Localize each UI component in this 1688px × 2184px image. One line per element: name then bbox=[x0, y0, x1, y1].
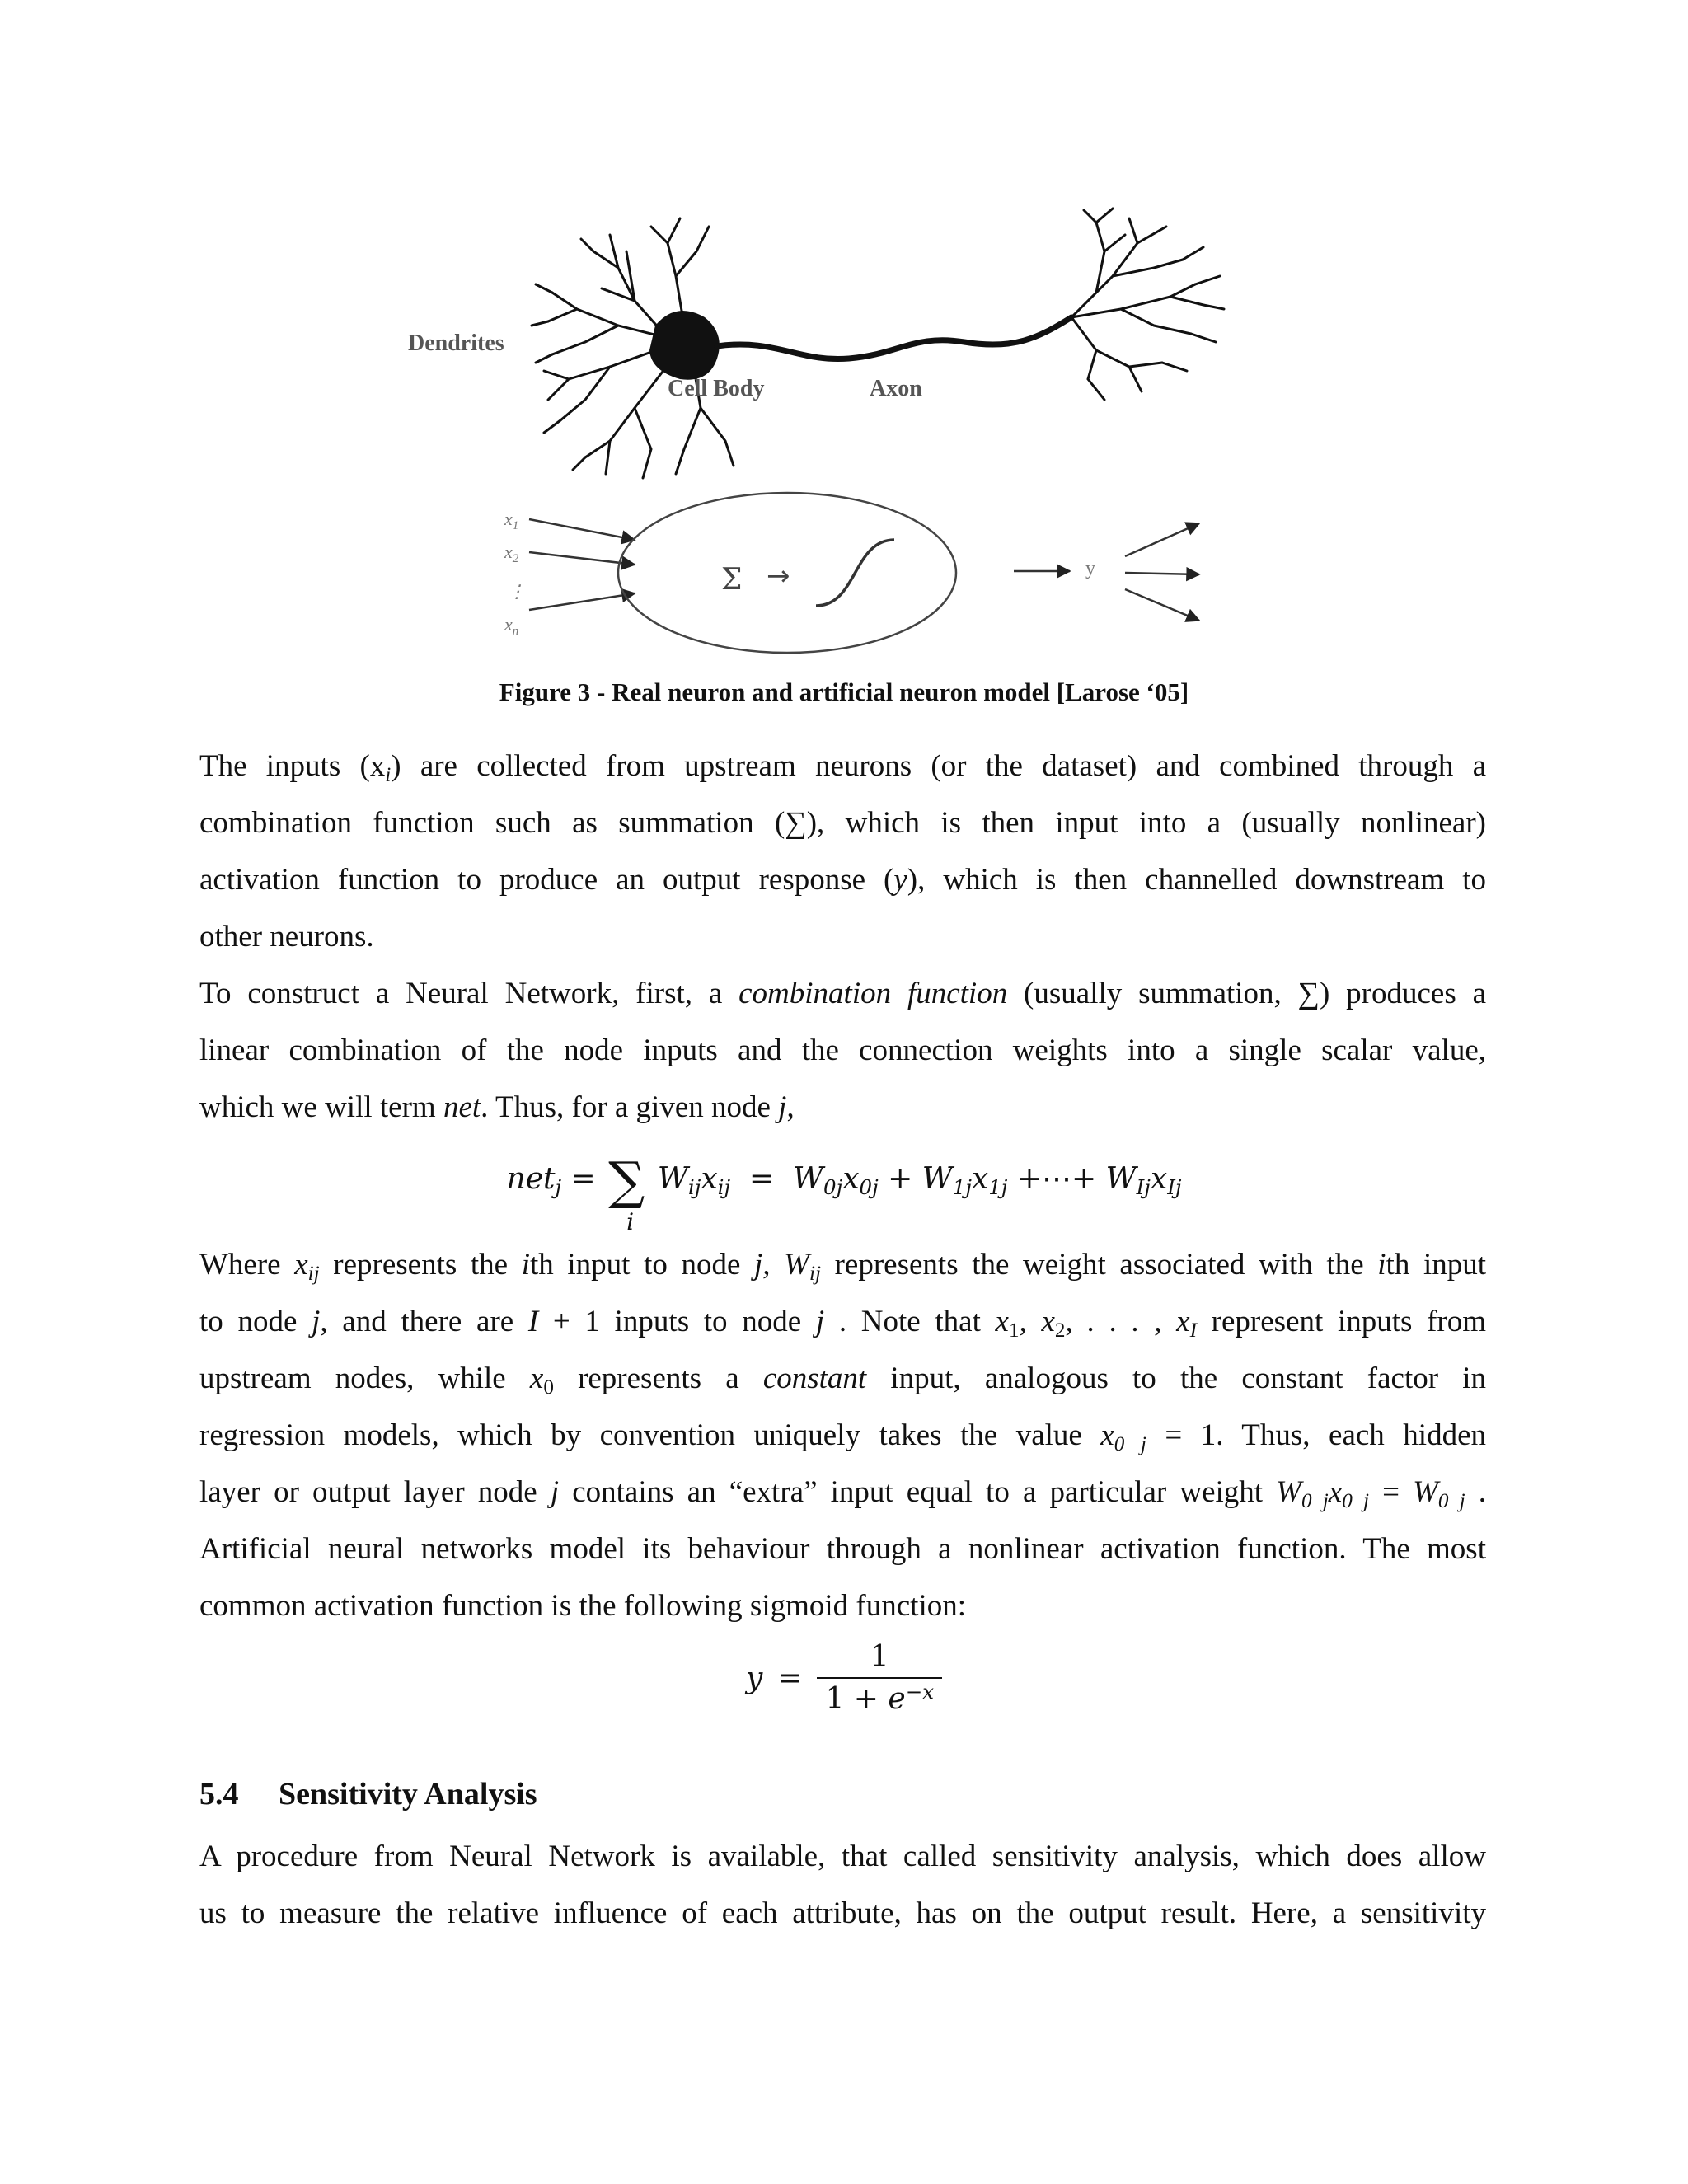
para1-line1: The inputs $(x_i)$ are collected from upstream neurons (or the dataset) and combined through a bbox=[199, 749, 1486, 787]
paragraph-sensitivity bbox=[199, 1828, 1486, 1942]
para2-line3: which we will term net. Thus, for a given node j, bbox=[199, 1090, 795, 1124]
neuron-figure bbox=[387, 202, 1278, 663]
para3-line4: regression models, which by convention uniquely takes the value $x_{0 j} = 1$. Thus, each hidden bbox=[199, 1418, 1487, 1456]
para2-line1: To construct a Neural Network, first, a combination function (usually summation, ∑) produces a bbox=[199, 977, 1487, 1010]
axon-shape bbox=[717, 317, 1071, 359]
cell-body-shape bbox=[649, 311, 720, 380]
para4-line1: A procedure from Neural Network is available, that called sensitivity analysis, which does allow bbox=[199, 1840, 1486, 1873]
figure-caption: Figure 3 - Real neuron and artificial neuron model [Larose ‘05] bbox=[499, 677, 1189, 706]
sigma-symbol: Σ bbox=[721, 563, 743, 597]
dendrites-label: Dendrites bbox=[408, 330, 504, 356]
paragraph-where bbox=[199, 1236, 1486, 1634]
equation-sigmoid: y = $\frac{1}{1 + e^{-x}}$ bbox=[0, 1640, 1688, 1716]
input-x2-label: $x_2$ bbox=[504, 541, 519, 565]
para1-line2: combination function such as summation (∑), which is then input into a (usually nonlinear) bbox=[199, 806, 1486, 840]
para3-line6: Artificial neural networks model its behaviour through a nonlinear activation function. The most bbox=[199, 1532, 1486, 1566]
para3-line7: common activation function is the following sigmoid function: bbox=[199, 1589, 967, 1623]
para3-line1: Where $x_{ij}$ represents the ith input to node j, $W_{ij}$ represents the weight associated with the ith input bbox=[199, 1248, 1487, 1286]
section-heading: 5.4 Sensitivity Analysis bbox=[199, 1777, 537, 1811]
input-labels bbox=[504, 509, 526, 638]
output-y-label: y bbox=[1085, 558, 1095, 579]
input-xn-label: $x_n$ bbox=[504, 614, 519, 638]
equation-net: net$_j$ = ∑ i $W_{ij}x_{ij} = W_{0j}x_{0j} + W_{1j}x_{1j}$ +⋯+ $W_{Ij}x_{Ij}$ bbox=[506, 1151, 1182, 1235]
axon-terminals-drawing bbox=[1071, 209, 1224, 400]
para1-line4: other neurons. bbox=[199, 920, 374, 954]
cell-body-label: Cell Body bbox=[668, 376, 765, 401]
para1-line3: activation function to produce an output response (y), which is then channelled downstream to bbox=[199, 863, 1487, 897]
para3-line3: upstream nodes, while $x_0$ represents a constant input, analogous to the constant factor in bbox=[199, 1361, 1486, 1399]
para3-line5: layer or output layer node j contains an “extra” input equal to a particular weight $W_{0 j}x_{0 j} = W_{0 j}$ . bbox=[199, 1475, 1487, 1513]
sigmoid-curve bbox=[816, 540, 894, 606]
paragraph-inputs bbox=[199, 738, 1486, 965]
para3-line2: to node j, and there are I + 1 inputs to node j . Note that $x_1$, $x_2$, . . . , $x_I$ represent inputs from bbox=[199, 1305, 1487, 1343]
output-arrows bbox=[1125, 523, 1199, 621]
paragraph-combination bbox=[199, 965, 1486, 1136]
para4-line2: us to measure the relative influence of each attribute, has on the output result. Here, a sensitivity bbox=[199, 1896, 1486, 1930]
para2-line2: linear combination of the node inputs and the connection weights into a single scalar value, bbox=[199, 1033, 1486, 1067]
input-dots-label: ⋮ bbox=[508, 581, 526, 602]
input-x1-label: $x_1$ bbox=[504, 509, 519, 532]
inner-arrow: → bbox=[767, 560, 790, 593]
axon-label: Axon bbox=[870, 376, 922, 401]
